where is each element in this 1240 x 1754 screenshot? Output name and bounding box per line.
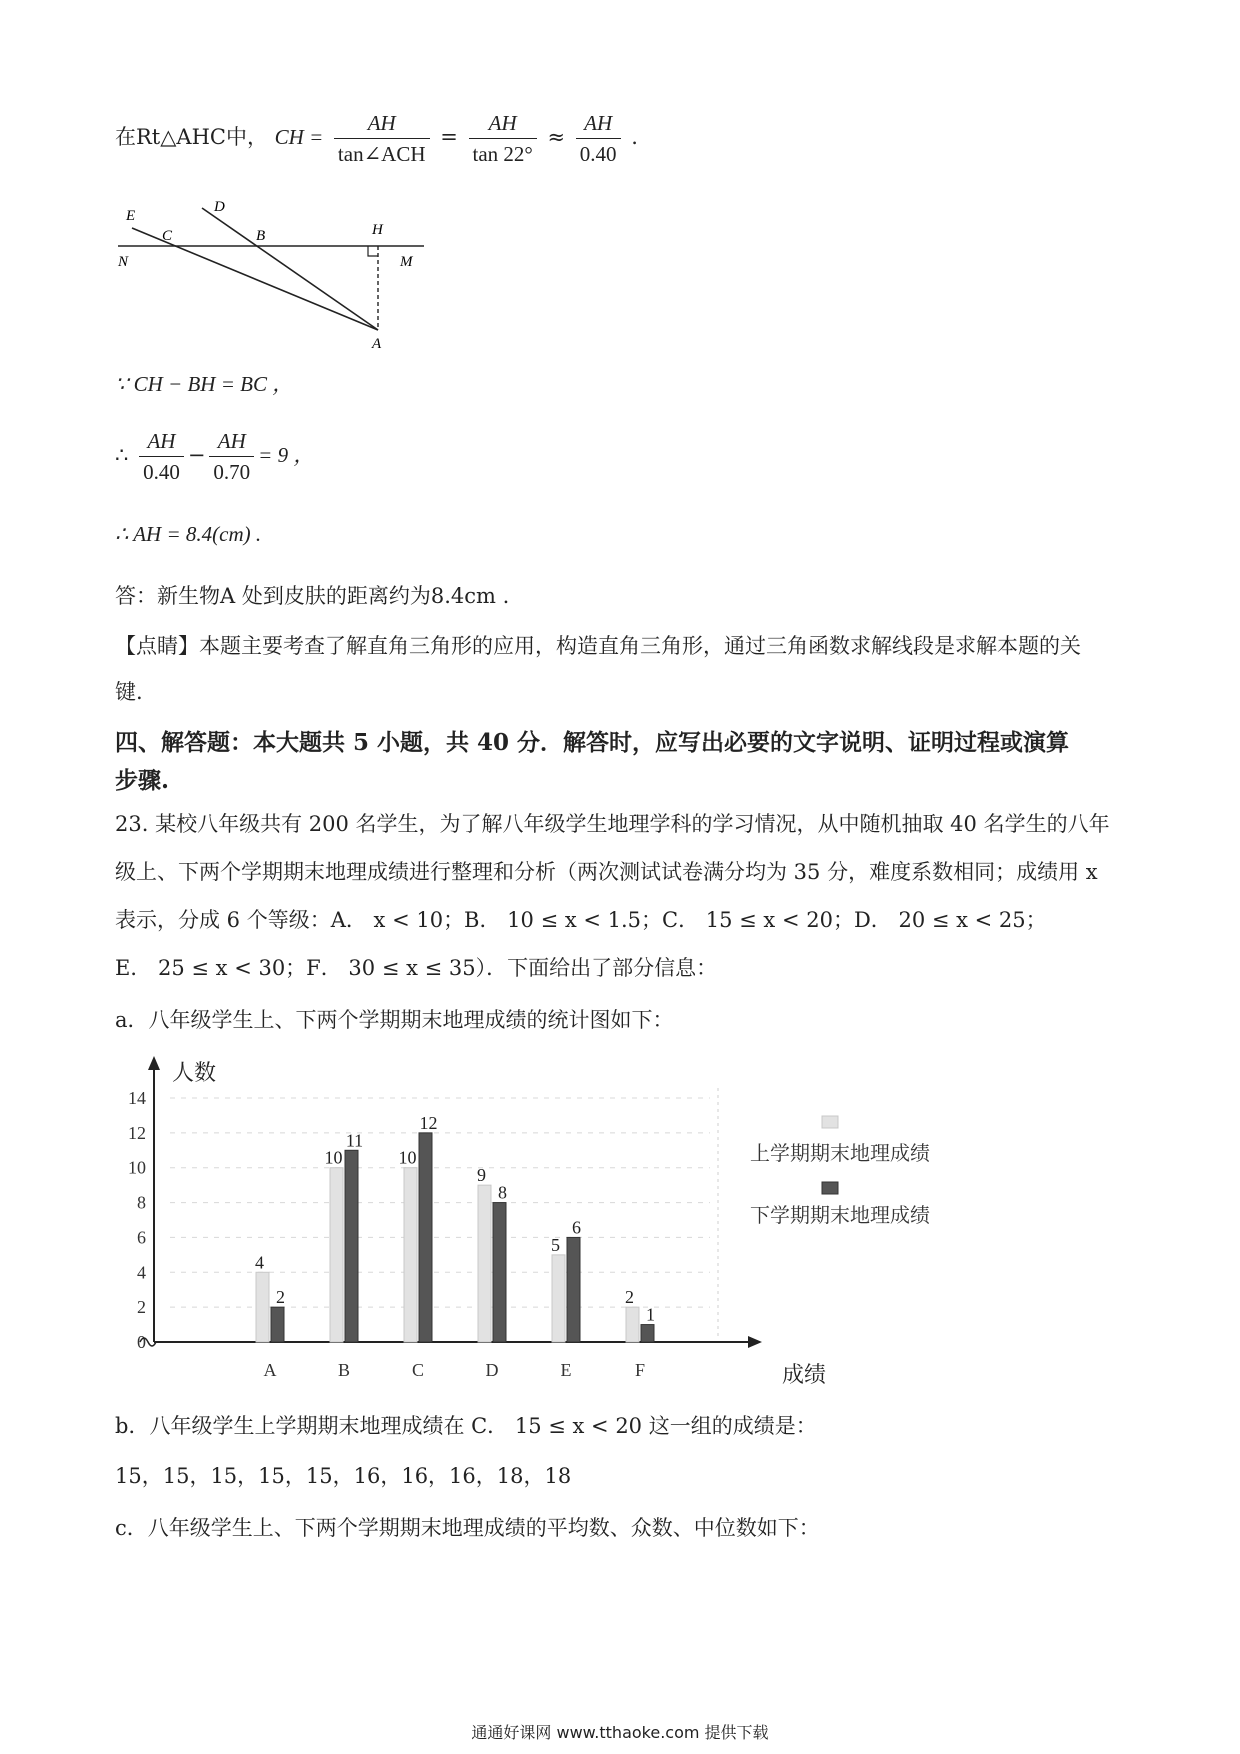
problem-line3: 表示，分成 6 个等级：A． x < 10；B． 10 ≤ x < 1.5；C． 15 ≤ x < 20；D． 20 ≤ x < 25； [115,908,1047,932]
problem-line2: 级上、下两个学期期末地理成绩进行整理和分析（两次测试试卷满分均为 35 分，难度系数相同；成绩用 x [115,860,1098,884]
legend-swatch-second-term [822,1182,838,1194]
label-b: B [256,228,266,244]
solution-line1-lhs: CH = [274,125,324,149]
legend-swatch-first-term [822,1116,838,1128]
solution-line-because: ∵ CH − BH = BC ， [115,372,294,396]
y-tick-label: 2 [137,1297,146,1318]
data-label: 10 [398,1147,417,1168]
data-label: 2 [276,1287,285,1308]
label-a: A [372,336,382,352]
x-tick-label: A [263,1360,277,1380]
data-label: 6 [572,1217,581,1238]
section-heading-line2: 步骤. [115,767,170,794]
x-axis-title: 成绩 [782,1362,827,1386]
data-label: 1 [646,1304,655,1325]
bar-first-term [330,1168,343,1342]
data-label: 5 [551,1234,560,1255]
legend-label-second-term: 下学期期末地理成绩 [750,1205,930,1227]
bar-first-term [478,1185,491,1342]
y-tick-label: 14 [128,1088,146,1108]
x-tick-label: D [485,1360,499,1380]
bar-second-term [641,1325,654,1342]
data-label: 10 [324,1147,343,1168]
data-label: 2 [625,1287,634,1308]
bar-second-term [345,1150,358,1342]
item-a: a．八年级学生上、下两个学期期末地理成绩的统计图如下： [115,1008,674,1032]
y-axis-arrow [148,1056,160,1070]
score-list: 15，15，15，15，15，16，16，16，18，18 [115,1464,572,1488]
y-tick-label: 10 [128,1157,146,1178]
right-angle-mark [368,246,378,256]
problem-line4: E． 25 ≤ x < 30；F． 30 ≤ x ≤ 35）．下面给出了部分信息： [115,956,718,980]
bar-first-term [552,1255,565,1342]
bar-first-term [404,1168,417,1342]
line-da [202,208,378,330]
bar-second-term [493,1203,506,1342]
label-e: E [126,208,136,224]
data-label: 12 [419,1112,438,1133]
legend-label-first-term: 上学期期末地理成绩 [750,1143,930,1165]
data-label: 9 [477,1165,486,1186]
item-c: c．八年级学生上、下两个学期期末地理成绩的平均数、众数、中位数如下： [115,1516,820,1540]
y-tick-label: 0 [137,1332,146,1352]
data-label: 8 [498,1182,507,1203]
solution-line-ch: 在Rt△AHC中， CH = $\frac{AH}{\text{tan∠ACH}}$ = $\frac{AH}{\tan 22^\circ}$ ≈ $\frac{AH}{0.40}$ . [115,108,638,169]
x-axis-arrow [748,1336,762,1348]
label-c: C [162,228,173,244]
fraction-ah-tan-ach: $\frac{AH}{\text{tan∠ACH}}$ [334,108,430,169]
solution-answer: 答：新生物A 处到皮肤的距离约为8.4cm . [115,584,510,608]
bar-first-term [626,1307,639,1342]
solution-line1-prefix: 在Rt△AHC中， [115,125,268,149]
label-d: D [214,199,225,215]
x-tick-label: F [634,1360,646,1380]
y-tick-label: 6 [137,1227,146,1248]
fraction-ah-070: $\frac{AH}{0.70}$ [209,426,254,487]
bar-first-term [256,1272,269,1342]
fraction-ah-040-b: $\frac{AH}{0.40}$ [139,426,184,487]
section-heading-line1: 四、解答题：本大题共 5 小题，共 40 分．解答时，应写出必要的文字说明、证明过程或演算 [115,729,1070,756]
data-label: 11 [345,1130,364,1151]
y-tick-label: 4 [137,1262,146,1283]
comment-line1: 【点睛】本题主要考查了解直角三角形的应用，构造直角三角形，通过三角函数求解线段是求解本题的关 [115,634,1081,658]
y-axis-title: 人数 [172,1060,217,1085]
solution-line-therefore: ∴ $\frac{AH}{0.40}$ − $\frac{AH}{0.70}$ = 9 ， [115,426,314,487]
footer-watermark: 通通好课网 www.tthaoke.com 提供下载 [471,1723,769,1742]
label-h: H [372,222,383,238]
bar-chart [110,1056,930,1386]
comment-line2: 键. [115,680,143,704]
geometry-figure [110,198,430,358]
label-m: M [400,254,413,270]
bar-second-term [419,1133,432,1342]
item-b: b．八年级学生上学期期末地理成绩在 C． 15 ≤ x < 20 这一组的成绩是： [115,1414,817,1438]
y-tick-label: 12 [128,1122,146,1143]
label-n: N [118,254,129,270]
bar-second-term [271,1307,284,1342]
problem-line1: 23. 某校八年级共有 200 名学生，为了解八年级学生地理学科的学习情况，从中随机抽取 40 名学生的八年 [115,812,1110,836]
x-tick-label: B [337,1360,351,1380]
y-tick-label: 8 [137,1192,146,1213]
data-label: 4 [255,1252,264,1273]
x-tick-label: C [411,1360,425,1380]
x-tick-label: E [560,1360,572,1380]
solution-line-result: ∴ AH = 8.4(cm) . [115,522,262,546]
fraction-ah-040: $\frac{AH}{0.40}$ [576,108,621,169]
fraction-ah-tan22: $\frac{AH}{\tan 22^\circ}$ [469,108,537,169]
bar-second-term [567,1237,580,1342]
